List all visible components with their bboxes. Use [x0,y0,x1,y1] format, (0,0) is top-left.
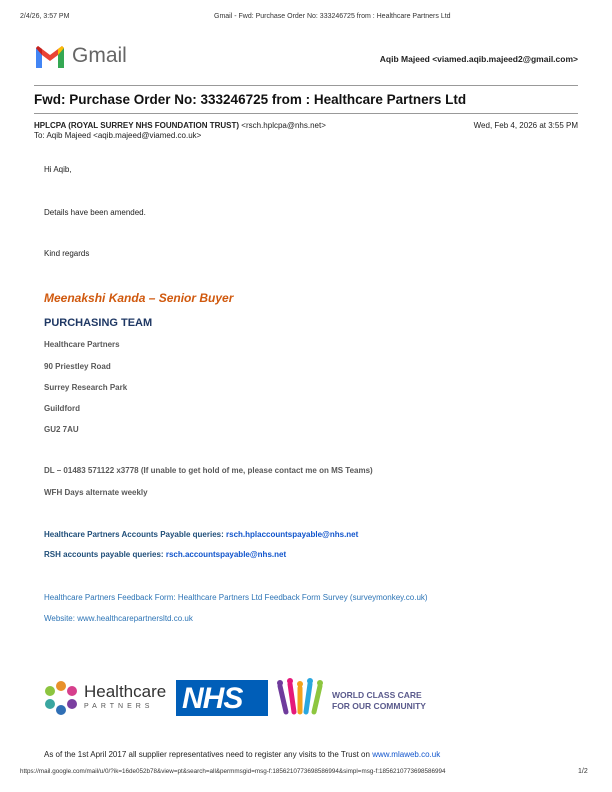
email-date: Wed, Feb 4, 2026 at 3:55 PM [473,121,578,130]
account-label: Aqib Majeed <viamed.aqib.majeed2@gmail.com> [379,54,578,64]
sender-address: <rsch.hplcpa@nhs.net> [241,121,326,130]
sender-name: HPLCPA (ROYAL SURREY NHS FOUNDATION TRUST) [34,121,240,130]
signature-team: PURCHASING TEAM [44,317,153,329]
world-class-care-logo-icon [276,678,324,718]
email-from [34,121,326,130]
wcc-line2: FOR OUR COMMUNITY [332,701,426,711]
print-datetime: 2/4/26, 3:57 PM [20,13,70,20]
visitor-notice-text: As of the 1st April 2017 all supplier representatives need to register any visits to the Trust on [44,750,370,759]
address-line: 90 Priestley Road [44,362,111,371]
print-title: Gmail - Fwd: Purchase Order No: 333246725 from : Healthcare Partners Ltd [214,13,451,20]
feedback-line [44,593,428,602]
rsh-queries [44,550,286,559]
email-subject: Fwd: Purchase Order No: 333246725 from : Healthcare Partners Ltd [34,92,467,107]
healthcare-partners-logo-icon [42,680,80,716]
hp-logo-word: Healthcare [84,682,167,701]
ap-label: Healthcare Partners Accounts Payable queries: [44,530,224,539]
wfh-days: WFH Days alternate weekly [44,488,148,497]
address-line: Healthcare Partners [44,340,120,349]
direct-line: DL – 01483 571122 x3778 (If unable to get hold of me, please contact me on MS Teams) [44,466,373,475]
address-line: GU2 7AU [44,425,79,434]
body-line: Details have been amended. [44,208,146,217]
address-line: Guildford [44,404,80,413]
nhs-logo-icon [176,680,268,716]
rsh-email-link[interactable]: rsch.accountspayable@nhs.net [165,550,287,559]
divider [34,113,578,114]
visitor-notice [44,750,440,759]
gmail-wordmark: Gmail [72,44,127,67]
ap-queries [44,530,358,539]
print-header [0,0,612,18]
website-line [44,614,193,623]
email-to: To: Aqib Majeed <aqib.majeed@viamed.co.uk> [34,131,202,140]
address-line: Surrey Research Park [44,383,128,392]
mlaweb-link[interactable]: www.mlaweb.co.uk [372,750,441,759]
wcc-line1: WORLD CLASS CARE [332,690,422,700]
ap-email-link[interactable]: rsch.hplaccountspayable@nhs.net [226,530,359,539]
website-link[interactable]: www.healthcarepartnersltd.co.uk [77,614,193,623]
print-footer [0,768,612,780]
nhs-logo-text: NHS [182,682,243,715]
greeting: Hi Aqib, [44,165,72,174]
feedback-label: Healthcare Partners Feedback Form: [44,593,176,602]
divider [34,85,578,86]
print-url: https://mail.google.com/mail/u/0/?ik=16de052b78&view=pt&search=all&permmsgid=msg-f:1856210773698586994&simpl=msg-f:1856210773698586994 [20,768,446,775]
gmail-logo-icon[interactable] [34,44,66,70]
signature-logos [42,676,452,718]
feedback-link[interactable]: Healthcare Partners Ltd Feedback Form Survey (surveymonkey.co.uk) [177,593,428,602]
signature-name: Meenakshi Kanda – Senior Buyer [44,291,234,305]
page-number: 1/2 [578,768,588,775]
closing: Kind regards [44,249,90,258]
rsh-label: RSH accounts payable queries: [44,550,164,559]
website-label: Website: [44,614,75,623]
hp-logo-sub: PARTNERS [84,703,154,710]
